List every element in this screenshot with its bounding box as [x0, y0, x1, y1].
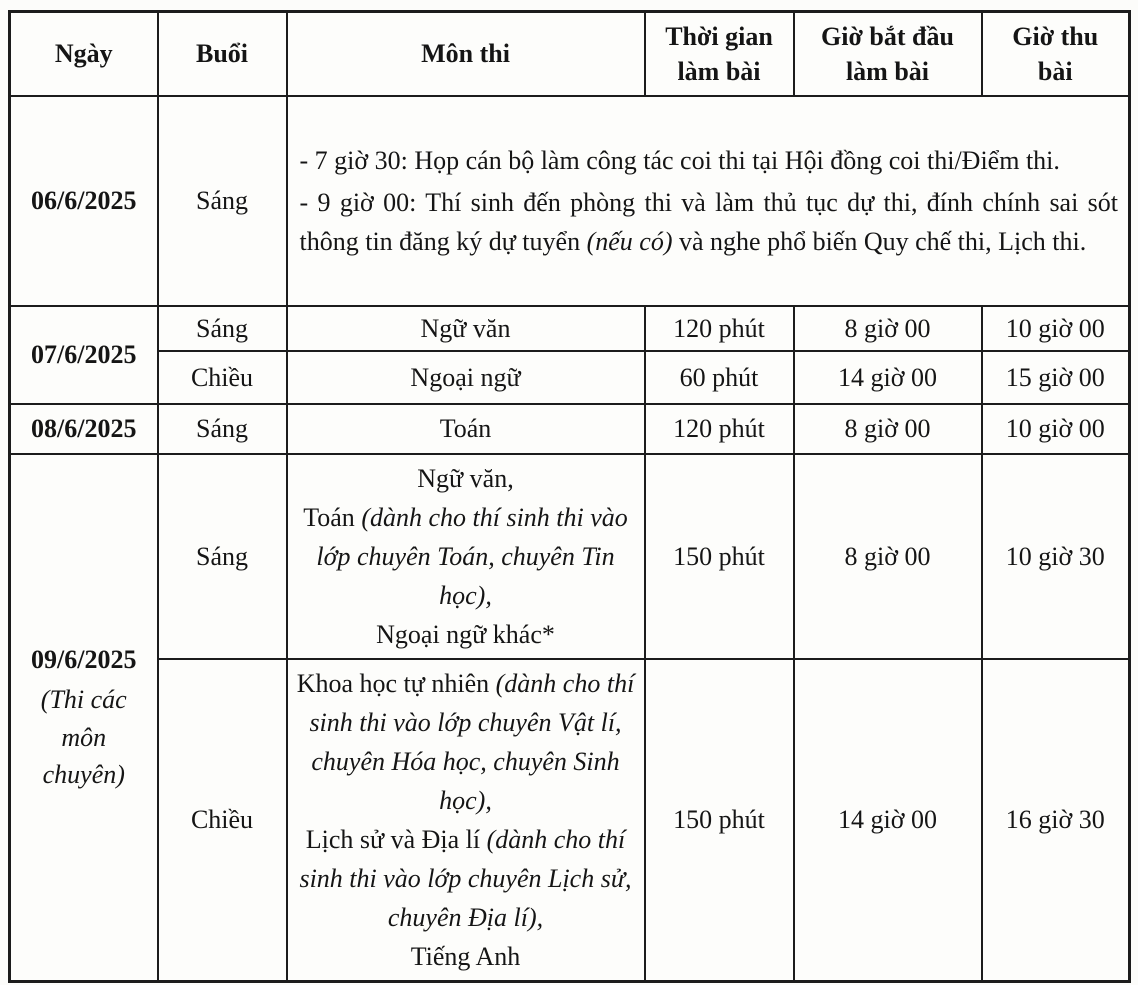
subject-cell: Ngoại ngữ: [287, 351, 645, 404]
note-candidates-tail: và nghe phổ biến Quy chế thi, Lịch thi.: [672, 226, 1087, 256]
session-cell: Chiều: [158, 659, 287, 982]
end-time-cell: 10 giờ 30: [982, 454, 1130, 659]
end-time-cell: 16 giờ 30: [982, 659, 1130, 982]
subject-cell: Toán: [287, 404, 645, 454]
subject-cell: [287, 659, 645, 982]
date-value: 09/6/2025: [31, 644, 137, 674]
subject-cell: Ngữ văn: [287, 306, 645, 351]
start-time-cell: 14 giờ 00: [794, 351, 982, 404]
note-candidates-italic: (nếu có): [586, 226, 673, 256]
date-cell: 08/6/2025: [10, 404, 158, 454]
end-time-cell: 10 giờ 00: [982, 404, 1130, 454]
subject-natural-science-label: Khoa học tự nhiên: [296, 668, 496, 698]
subject-history-geography-note-italic: (dành cho thí sinh thi vào lớp chuyên Lịch sử, chuyên Địa lí),: [299, 824, 632, 932]
note-meeting: - 7 giờ 30: Họp cán bộ làm công tác coi thi tại Hội đồng coi thi/Điểm thi.: [299, 145, 1060, 175]
subject-natural-science: [296, 664, 636, 820]
session-cell: Sáng: [158, 404, 287, 454]
duration-cell: 150 phút: [645, 454, 794, 659]
procedure-notes-cell: [287, 96, 1130, 306]
session-cell: Sáng: [158, 454, 287, 659]
subject-math-label: Toán: [303, 502, 362, 532]
note-candidates-text: - 9 giờ 00: Thí sinh đến phòng thi và làm thủ tục dự thi, đính chính sai sót thông tin đăng ký dự tuyển: [299, 187, 1118, 256]
note-candidates: [300, 183, 1119, 261]
subject-english: Tiếng Anh: [410, 941, 521, 971]
subject-natural-science-note-italic: (dành cho thí sinh thi vào lớp chuyên Vật lí, chuyên Hóa học, chuyên Sinh học),: [309, 668, 635, 815]
end-time-cell: 10 giờ 00: [982, 306, 1130, 351]
start-time-cell: 8 giờ 00: [794, 454, 982, 659]
duration-cell: 120 phút: [645, 306, 794, 351]
start-time-cell: 14 giờ 00: [794, 659, 982, 982]
date-cell: [10, 454, 158, 982]
session-cell: Sáng: [158, 96, 287, 306]
date-annotation: (Thi các môn chuyên): [40, 684, 127, 790]
session-cell: Chiều: [158, 351, 287, 404]
date-cell: 06/6/2025: [10, 96, 158, 306]
row-09-6-2025-morning: [10, 454, 1130, 659]
end-time-cell: 15 giờ 00: [982, 351, 1130, 404]
row-08-6-2025: [10, 404, 1130, 454]
duration-cell: 120 phút: [645, 404, 794, 454]
subject-math-specialized: [296, 498, 636, 615]
row-07-6-2025-morning: [10, 306, 1130, 351]
subject-literature: Ngữ văn,: [417, 463, 514, 493]
start-time-cell: 8 giờ 00: [794, 404, 982, 454]
exam-schedule-table: [8, 10, 1131, 983]
date-cell: 07/6/2025: [10, 306, 158, 404]
header-row: [10, 12, 1130, 96]
header-ngay: Ngày: [10, 12, 158, 96]
duration-cell: 60 phút: [645, 351, 794, 404]
row-06-6-2025: [10, 96, 1130, 306]
session-cell: Sáng: [158, 306, 287, 351]
header-gio-thu-bai: Giờ thu bài: [982, 12, 1130, 96]
header-thoi-gian-lam-bai: Thời gian làm bài: [645, 12, 794, 96]
subject-math-note-italic: (dành cho thí sinh thi vào lớp chuyên Toán, chuyên Tin học),: [316, 502, 628, 610]
subject-cell: [287, 454, 645, 659]
subject-other-language: Ngoại ngữ khác*: [376, 619, 555, 649]
start-time-cell: 8 giờ 00: [794, 306, 982, 351]
subject-history-geography-label: Lịch sử và Địa lí: [305, 824, 487, 854]
row-09-6-2025-afternoon: [10, 659, 1130, 982]
header-gio-bat-dau-lam-bai: Giờ bắt đầu làm bài: [794, 12, 982, 96]
duration-cell: 150 phút: [645, 659, 794, 982]
subject-history-geography: [296, 820, 636, 937]
header-mon-thi: Môn thi: [287, 12, 645, 96]
header-buoi: Buổi: [158, 12, 287, 96]
row-07-6-2025-afternoon: [10, 351, 1130, 404]
